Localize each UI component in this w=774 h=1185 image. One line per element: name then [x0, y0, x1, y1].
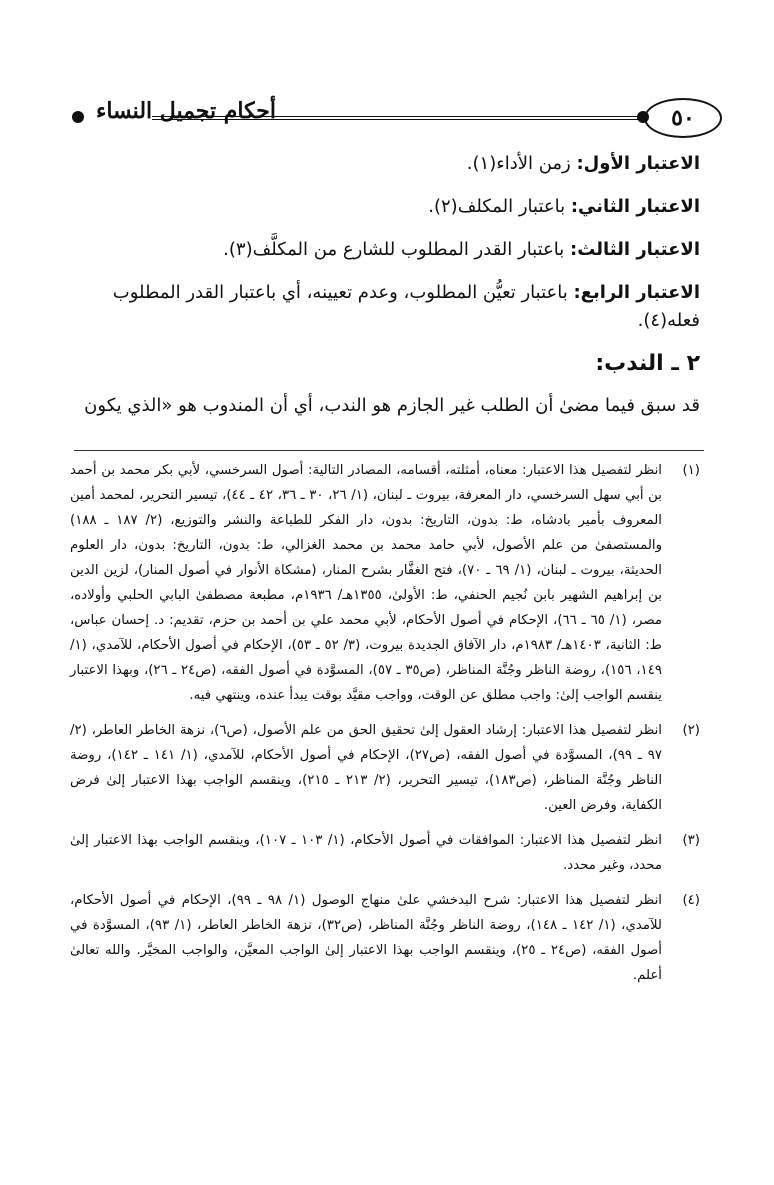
- footnote-separator: [74, 450, 704, 451]
- consideration-label: الاعتبار الرابع:: [573, 282, 700, 303]
- consideration-text: باعتبار المكلف(٢).: [428, 196, 571, 217]
- consideration-item: [70, 193, 700, 221]
- header-ornament-dot: [72, 111, 84, 123]
- footnote-text: انظر لتفصيل هذا الاعتبار: الموافقات في أصول الأحكام، (١/ ١٠٣ ـ ١٠٧)، وينقسم الواجب بهذا الاعتبار إلىٰ محدد، وغير محدد.: [70, 833, 662, 873]
- footnote: [70, 718, 700, 818]
- consideration-label: الاعتبار الأول:: [576, 153, 700, 174]
- footnote-text: انظر لتفصيل هذا الاعتبار: شرح البدخشي علىٰ منهاج الوصول (١/ ٩٨ ـ ٩٩)، الإحكام في أصول الأحكام، للآمدي، (١/ ١٤٢ ـ ١٤٨)، روضة الناظر وجُنَّة المناظر، (ص٣٢)، نزهة الخاطر العاطر، (١/ ٩٣)، المسوَّدة في أصول الفقه، (ص٢٤ ـ ٢٥)، وينقسم الواجب بهذا الاعتبار إلىٰ الواجب المعيَّن، والواجب المخيَّر. والله تعالىٰ أعلم.: [70, 893, 662, 983]
- running-title: أحكام تجميل النساء: [96, 98, 276, 124]
- consideration-item: [70, 279, 700, 335]
- footnote-number: (٤): [682, 893, 700, 908]
- footnote-text: انظر لتفصيل هذا الاعتبار: إرشاد العقول إلىٰ تحقيق الحق من علم الأصول، (ص٦)، نزهة الخاطر العاطر، (٢/ ٩٧ ـ ٩٩)، المسوَّدة في أصول الفقه، (ص٢٧)، الإحكام في أصول الأحكام، للآمدي، (١/ ١٤١ ـ ١٤٢)، روضة الناظر وجُنَّة المناظر، (ص١٨٣)، تيسير التحرير، (٢/ ٢١٣ ـ ٢١٥)، وينقسم الواجب بهذا الاعتبار إلىٰ فرض الكفاية، وفرض العين.: [70, 723, 663, 813]
- footnote-text: انظر لتفصيل هذا الاعتبار: معناه، أمثلته، أقسامه، المصادر التالية: أصول السرخسي، لأبي بكر محمد بن أحمد بن أبي سهل السرخسي، دار المعرفة، بيروت ـ لبنان، (١/ ٢٦، ٣٠ ـ ٣٦، ٤٢ ـ ٤٤)، تيسير التحرير، لمحمد أمين المعروف بأمير بادشاه، ط: بدون، التاريخ: بدون، دار الفكر للطباعة والنشر والتوزيع، (٢/ ١٨٧ ـ ١٨٨) والمستصفىٰ من علم الأصول، لأبي حامد محمد بن محمد الغزالي، ط: بدون، التاريخ: بدون، دار العلوم الحديثة، بيروت ـ لبنان، (١/ ٦٩ ـ ٧٠)، فتح الغفَّار بشرح المنار، (مشكاة الأنوار في أصول المنار)، لزين الدين بن إبراهيم الشهير بابن نُجيم الحنفي، ط: الأولىٰ، ١٣٥٥هـ/ ١٩٣٦م، مطبعة مصطفىٰ البابي الحلبي وأولاده، مصر، (١/ ٦٥ ـ ٦٦)، الإحكام في أصول الأحكام، لأبي محمد علي بن أحمد بن حزم، تقديم: د. إحسان عباس، ط: الثانية، ١٤٠٣هـ/ ١٩٨٣م، دار الآفاق الجديدة بيروت، (٣/ ٥٢ ـ ٥٣)، الإحكام في أصول الأحكام، للآمدي، (١/ ١٤٩، ١٥٦)، روضة الناظر وجُنَّة المناظر، (ص٣٥ ـ ٥٧)، المسوَّدة في أصول الفقه، (ص٢٤ ـ ٢٦)، وبهذا الاعتبار ينقسم الواجب إلىٰ: واجب مطلق عن الوقت، وواجب مقيَّد بوقت يبدأ عنده، وينتهي فيه.: [70, 463, 663, 703]
- consideration-label: الاعتبار الثالث:: [570, 239, 700, 260]
- page-header: [62, 92, 722, 144]
- footnote-number: (١): [682, 463, 700, 478]
- footnotes: [70, 458, 700, 998]
- page-number: ٥٠: [644, 98, 722, 138]
- footnote-number: (٢): [682, 723, 700, 738]
- section-intro: قد سبق فيما مضىٰ أن الطلب غير الجازم هو الندب، أي أن المندوب هو «الذي يكون: [84, 395, 700, 416]
- footnote: [70, 828, 700, 878]
- footnote: [70, 888, 700, 988]
- footnote: [70, 458, 700, 708]
- header-double-rule: [152, 116, 647, 120]
- consideration-text: باعتبار تعيُّن المطلوب، وعدم تعيينه، أي باعتبار القدر المطلوب فعله(٤).: [112, 282, 700, 331]
- consideration-item: [70, 150, 700, 178]
- consideration-text: زمن الأداء(١).: [466, 153, 577, 174]
- footnote-number: (٣): [682, 833, 700, 848]
- consideration-label: الاعتبار الثاني:: [570, 196, 700, 217]
- consideration-item: [70, 236, 700, 264]
- consideration-text: باعتبار القدر المطلوب للشارع من المكلَّف(٣).: [223, 239, 570, 260]
- main-text: [70, 150, 700, 420]
- section-heading: ٢ ـ الندب:: [595, 351, 700, 376]
